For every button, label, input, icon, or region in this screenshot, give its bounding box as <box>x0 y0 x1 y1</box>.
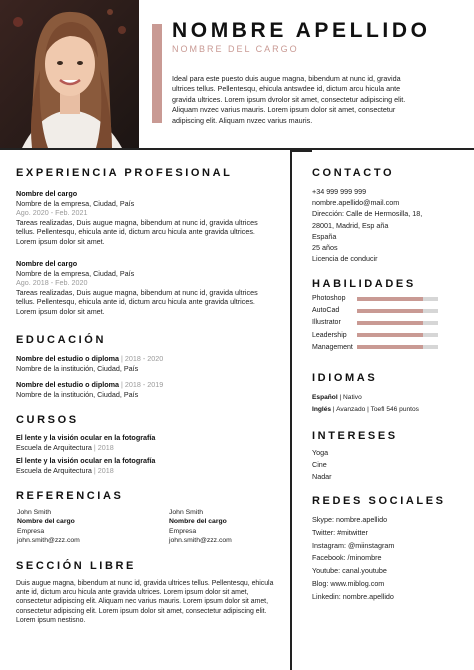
free-section-text <box>16 579 284 625</box>
course-school: Escuela de Arquitectura <box>16 465 92 475</box>
free-text-line: ante id, dictum arcu hicula ante gravida ultrices. Lorem ipsum dolor sit amet, <box>16 589 249 597</box>
reference-name: John Smith <box>17 509 52 516</box>
interest-item: Yoga <box>312 448 329 457</box>
experience-dates: Ago. 2020 - Feb. 2021 <box>16 208 88 218</box>
skill-label: Illustrator <box>312 319 341 327</box>
education-dates: 2018 - 2019 <box>124 380 164 389</box>
full-name: NOMBRE APELLIDO <box>172 19 431 42</box>
language-name: Español <box>312 394 338 401</box>
skills-heading: HABILIDADES <box>312 278 416 290</box>
skill-bar-track <box>357 345 438 349</box>
social-list <box>312 514 462 604</box>
free-text-line: consectetur adipiscing elit. Aliquam nec varius mauris. Lorem ipsum dolor sit amet, <box>16 598 268 606</box>
language-level: Avanzado <box>336 406 366 413</box>
course-item: El lente y la visión ocular en la fotografía Escuela de Arquitectura | 2018 <box>16 433 284 452</box>
contact-phone: +34 999 999 999 <box>312 187 367 196</box>
social-item: Instagram: @miinstagram <box>312 540 395 550</box>
reference-title: Nombre del cargo <box>169 518 227 526</box>
skill-label: Leadership <box>312 331 347 339</box>
experience-company: Nombre de la empresa, Ciudad, País <box>16 198 135 208</box>
languages-heading: IDIOMAS <box>312 372 378 384</box>
education-dates: 2018 - 2020 <box>124 354 164 363</box>
social-item: Blog: www.miblog.com <box>312 578 385 588</box>
contact-address-city: 28001, Madrid, Esp aña <box>312 220 389 230</box>
interests-list <box>312 447 432 483</box>
education-title: Nombre del estudio o diploma <box>16 354 120 363</box>
reference-name: John Smith <box>169 509 204 516</box>
social-item: Youtube: canal.youtube <box>312 566 387 576</box>
reference-company: Empresa <box>169 527 197 535</box>
skill-bar-fill <box>357 345 423 349</box>
experience-item <box>16 259 284 317</box>
free-text-line: Duis augue magna, bibendum at nunc id, gravida ultrices tellus. Pellentesqu, ehicula <box>16 580 274 587</box>
social-item: Facebook: /minombre <box>312 553 382 563</box>
reference-email: john.smith@zzz.com <box>17 537 80 545</box>
skill-label: Management <box>312 343 353 351</box>
experience-item <box>16 189 284 247</box>
education-heading: EDUCACIÓN <box>16 334 107 346</box>
language-name: Inglés <box>312 406 332 413</box>
course-title: El lente y la visión ocular en la fotografía <box>16 456 156 465</box>
languages-list: Español | Nativo Inglés | Avanzado | Toefl 546 puntos <box>312 394 419 413</box>
social-item: Twitter: #mitwitter <box>312 527 368 537</box>
experience-desc-line: Lorem ipsum dolor sit amet. <box>16 306 105 316</box>
reference-company: Empresa <box>17 527 45 535</box>
skill-bar-track <box>357 297 438 301</box>
contact-address: Dirección: Calle de Hermosilla, 18, <box>312 209 423 219</box>
contact-heading: CONTACTO <box>312 167 395 179</box>
accent-bar <box>152 24 162 123</box>
interest-item: Nadar <box>312 472 332 481</box>
contact-details <box>312 186 440 264</box>
contact-age: 25 años <box>312 243 338 253</box>
course-item: El lente y la visión ocular en la fotografía Escuela de Arquitectura | 2018 <box>16 456 284 475</box>
intro-text: Ideal para este puesto duis augue magna, bibendum at nunc id, gravida ultrices tellus. Pellentesqu, ehicula antswdee id, dictum arcu hicula ante gravida ultrices. Lorem ipsum dvrolor sit amet, consectetur adipiscing elit. Aliquam nvzec varius mauris. Lorem ipsum dolor sit amet, consectetur adipiscing elit. Aliquam nvzec varius mauris. <box>172 74 406 125</box>
skill-bar-fill <box>357 309 423 313</box>
skill-bar-fill <box>357 297 423 301</box>
reference-item <box>169 508 284 546</box>
language-level: Nativo <box>343 394 362 401</box>
skill-row <box>312 294 442 306</box>
social-item: Linkedin: nombre.apellido <box>312 591 394 601</box>
course-school: Escuela de Arquitectura <box>16 442 92 452</box>
contact-country: España <box>312 231 337 241</box>
education-institution: Nombre de la institución, Ciudad, País <box>16 363 139 373</box>
skill-row <box>312 331 442 343</box>
free-text-line: Lorem ipsum nestisno. <box>16 616 86 624</box>
language-extra: Toefl 546 puntos <box>370 406 419 413</box>
course-title: El lente y la visión ocular en la fotografía <box>16 433 156 442</box>
job-title: NOMBRE DEL CARGO <box>172 44 299 54</box>
skill-row <box>312 306 442 318</box>
profile-photo <box>0 0 139 148</box>
experience-desc-line: Tareas realizadas, Duis augue magna, bibendum at nunc id, gravida ultrices <box>16 217 258 227</box>
contact-email: nombre.apellido@mail.com <box>312 198 400 208</box>
reference-item <box>17 508 147 546</box>
skills-list <box>312 294 442 355</box>
reference-title: Nombre del cargo <box>17 518 75 526</box>
contact-license: Licencia de conducir <box>312 254 378 264</box>
course-year: 2018 <box>97 442 114 452</box>
course-year: 2018 <box>97 465 114 475</box>
references-heading: REFERENCIAS <box>16 490 124 502</box>
experience-dates: Ago. 2018 - Feb. 2020 <box>16 278 88 288</box>
free-text-line: consectetur adipiscing elit. Lorem ipsum dolor sit amet, consectetur adipiscing elit. <box>16 607 267 615</box>
experience-title: Nombre del cargo <box>16 259 78 268</box>
skill-bar-fill <box>357 321 423 325</box>
skill-label: AutoCad <box>312 307 340 315</box>
skill-bar-track <box>357 321 438 325</box>
skill-row <box>312 318 442 330</box>
experience-desc-line: tellus. Pellentesqu, ehicula ante id, dictum arcu hicula ante gravida ultrices. <box>16 227 255 237</box>
column-divider <box>290 150 292 670</box>
skill-bar-track <box>357 333 438 337</box>
contact-rule <box>292 150 312 152</box>
education-item: Nombre del estudio o diploma | 2018 - 2019 Nombre de la institución, Ciudad, País <box>16 380 284 399</box>
experience-desc-line: tellus. Pellentesqu, ehicula ante id, dictum arcu hicula ante gravida ultrices. <box>16 297 255 307</box>
courses-heading: CURSOS <box>16 414 79 426</box>
education-item: Nombre del estudio o diploma | 2018 - 2020 Nombre de la institución, Ciudad, País <box>16 354 284 373</box>
experience-heading: EXPERIENCIA PROFESIONAL <box>16 167 233 179</box>
skill-label: Photoshop <box>312 295 346 302</box>
experience-desc-line: Lorem ipsum dolor sit amet. <box>16 236 105 246</box>
experience-company: Nombre de la empresa, Ciudad, País <box>16 268 135 278</box>
education-title: Nombre del estudio o diploma <box>16 380 120 389</box>
skill-bar-fill <box>357 333 423 337</box>
interest-item: Cine <box>312 460 327 469</box>
free-section-heading: SECCIÓN LIBRE <box>16 560 136 572</box>
social-heading: REDES SOCIALES <box>312 495 446 507</box>
experience-title: Nombre del cargo <box>16 189 78 198</box>
experience-desc-line: Tareas realizadas, Duis augue magna, bibendum at nunc id, gravida ultrices <box>16 287 258 297</box>
interests-heading: INTERESES <box>312 430 398 442</box>
reference-email: john.smith@zzz.com <box>169 537 232 545</box>
skill-bar-track <box>357 309 438 313</box>
skill-row <box>312 343 442 355</box>
education-institution: Nombre de la institución, Ciudad, País <box>16 389 139 399</box>
social-item: Skype: nombre.apellido <box>312 515 388 524</box>
header-divider <box>0 148 474 150</box>
